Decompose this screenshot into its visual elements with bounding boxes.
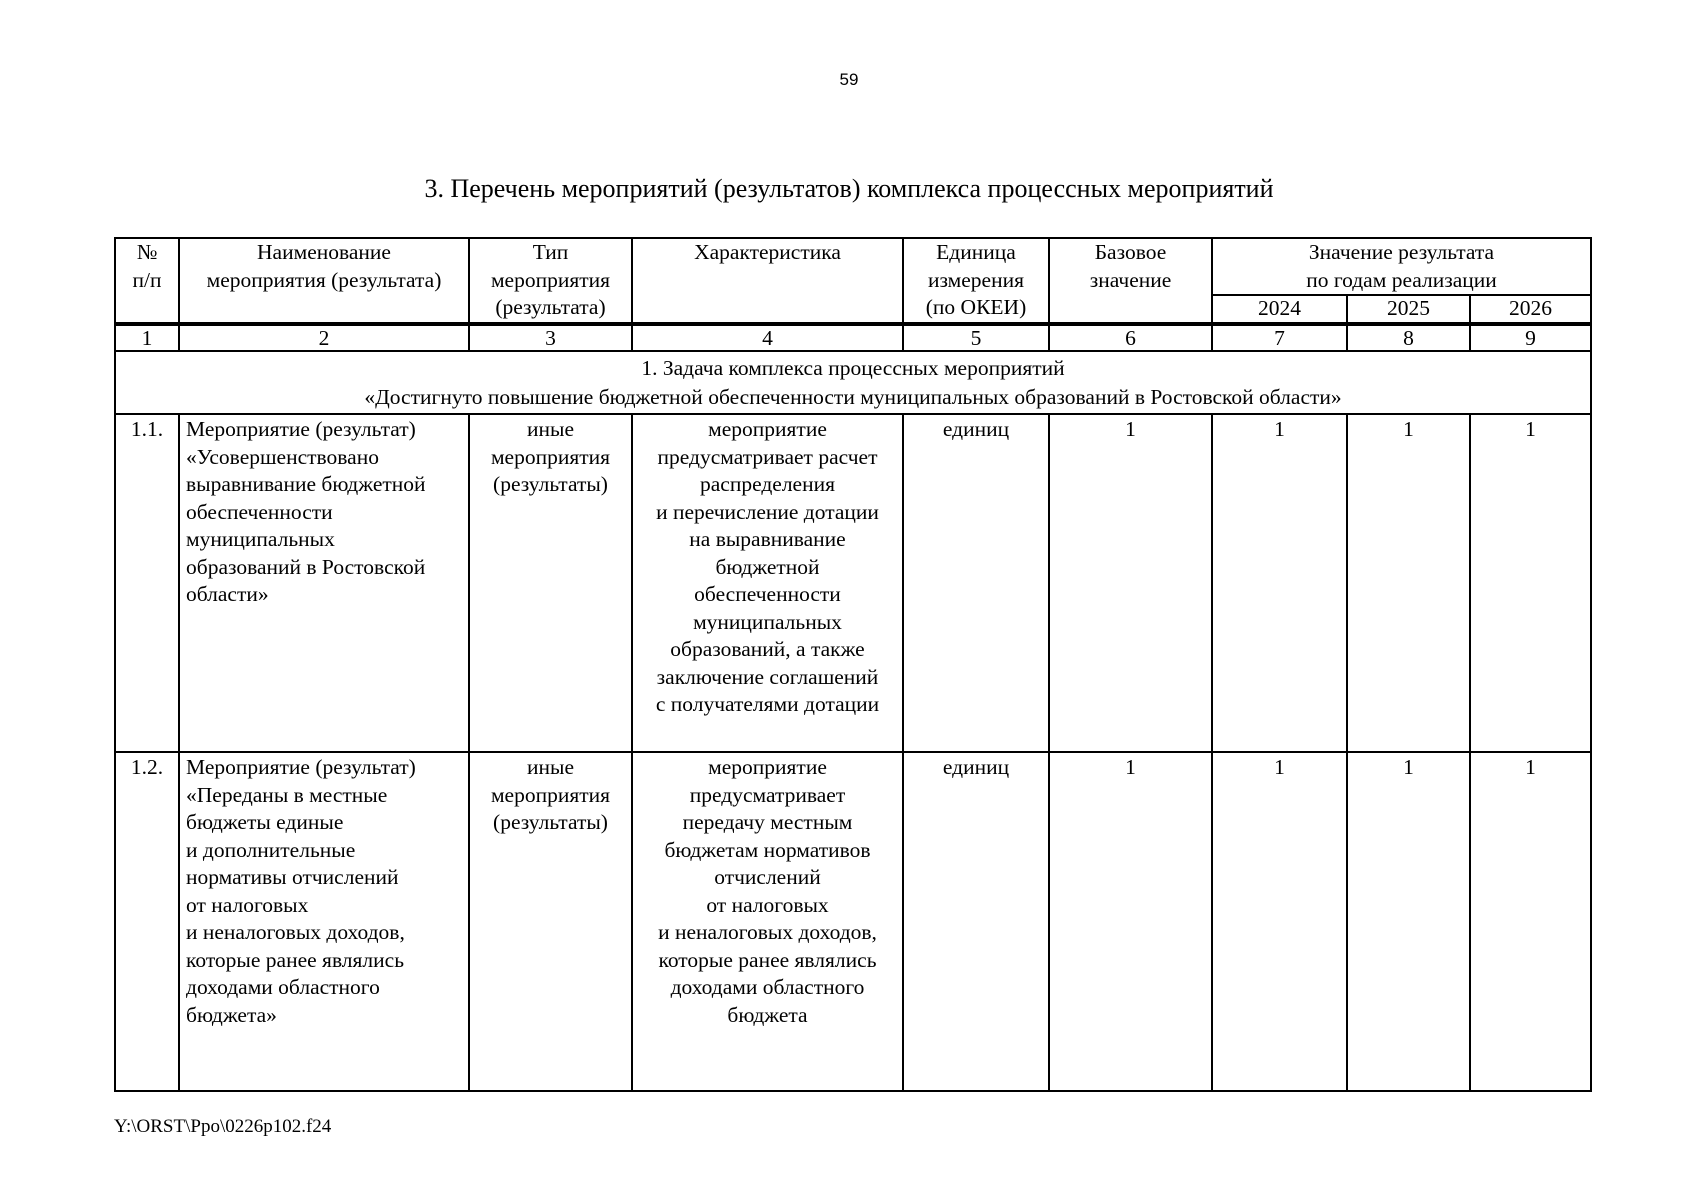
row-number: 1.2. [115,752,179,1091]
document-title: 3. Перечень мероприятий (результатов) комплекса процессных мероприятий [424,174,1274,203]
row-value-2024: 1 [1212,752,1347,1091]
results-table [114,237,1592,1092]
header-year-2025: 2025 [1347,295,1470,324]
column-numbers-row [115,324,1591,351]
header-year-2024: 2024 [1212,295,1347,324]
row-name: Мероприятие (результат) «Переданы в местные бюджеты единые и дополнительные нормативы отчислений от налоговых и неналоговых доходов, которые ранее являлись доходами областного бюджета» [179,752,469,1091]
section-heading [115,351,1591,414]
row-number: 1.1. [115,414,179,752]
row-value-2026: 1 [1470,414,1591,752]
header-num: № п/п [115,238,179,324]
row-value-2026: 1 [1470,752,1591,1091]
row-name: Мероприятие (результат) «Усовершенствовано выравнивание бюджетной обеспеченности муниципальных образований в Ростовской области» [179,414,469,752]
row-type: иные мероприятия (результаты) [469,414,632,752]
column-number: 8 [1347,324,1470,351]
section-line-2: «Достигнуто повышение бюджетной обеспеченности муниципальных образований в Ростовской области» [364,385,1342,409]
header-base-value: Базовое значение [1049,238,1212,324]
column-number: 7 [1212,324,1347,351]
header-characteristic: Характеристика [632,238,903,324]
row-base-value: 1 [1049,414,1212,752]
table-row [115,414,1591,752]
page-number: 59 [839,70,859,89]
row-value-2025: 1 [1347,752,1470,1091]
row-characteristic: мероприятие предусматривает передачу местным бюджетам нормативов отчислений от налоговых и неналоговых доходов, которые ранее являлись доходами областного бюджета [632,752,903,1091]
header-type: Тип мероприятия (результата) [469,238,632,324]
header-result-by-years: Значение результата по годам реализации [1212,238,1591,295]
row-value-2025: 1 [1347,414,1470,752]
results-table-wrapper [114,237,1590,1092]
column-number: 6 [1049,324,1212,351]
header-unit: Единица измерения (по ОКЕИ) [903,238,1049,324]
section-line-1: 1. Задача комплекса процессных мероприятий [641,356,1065,380]
column-number: 2 [179,324,469,351]
header-name: Наименование мероприятия (результата) [179,238,469,324]
header-year-2026: 2026 [1470,295,1591,324]
column-number: 4 [632,324,903,351]
column-number: 3 [469,324,632,351]
column-number: 5 [903,324,1049,351]
row-base-value: 1 [1049,752,1212,1091]
row-unit: единиц [903,414,1049,752]
row-unit: единиц [903,752,1049,1091]
row-type: иные мероприятия (результаты) [469,752,632,1091]
table-row [115,752,1591,1091]
row-characteristic: мероприятие предусматривает расчет распределения и перечисление дотации на выравнивание бюджетной обеспеченности муниципальных образований, а также заключение соглашений с получателями дотации [632,414,903,752]
section-row [115,351,1591,414]
column-number: 9 [1470,324,1591,351]
row-value-2024: 1 [1212,414,1347,752]
file-path-footer: Y:\ORST\Ppo\0226p102.f24 [114,1116,332,1137]
column-number: 1 [115,324,179,351]
